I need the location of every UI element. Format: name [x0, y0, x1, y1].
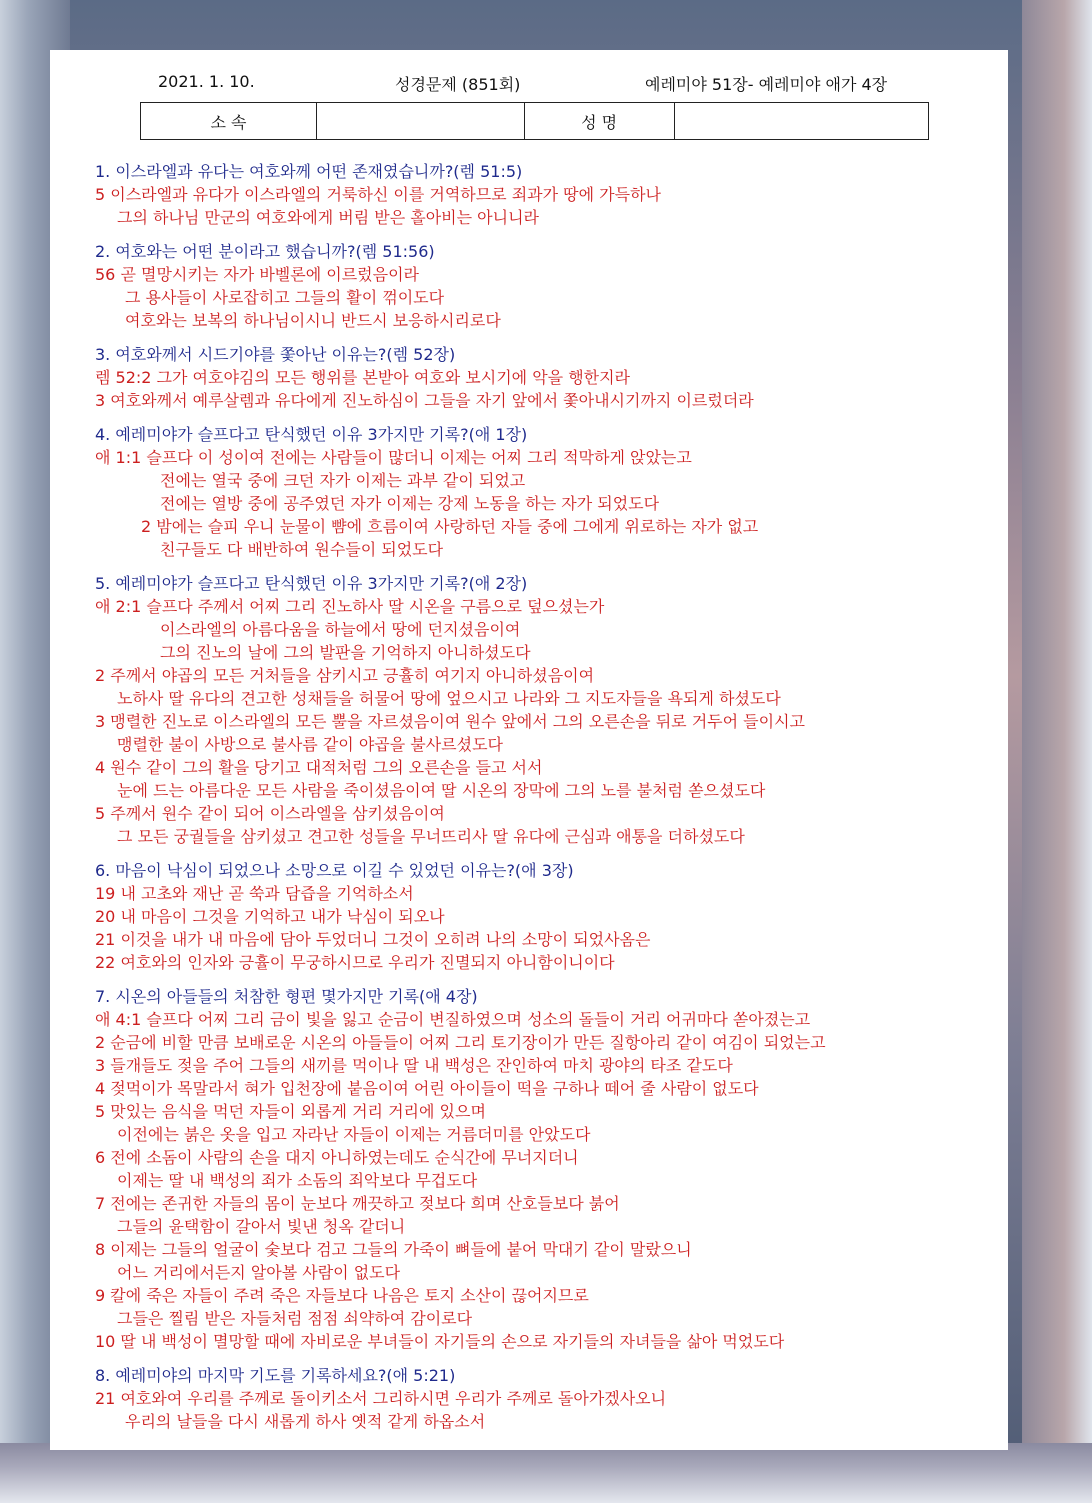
affiliation-label: 소 속: [141, 103, 317, 140]
answer-line: 맹렬한 불이 사방으로 불사름 같이 야곱을 불사르셨도다: [117, 735, 504, 754]
answer-line: 4 젖먹이가 목말라서 혀가 입천장에 붙음이여 어린 아이들이 떡을 구하나 떼어 줄 사람이 없도다: [95, 1079, 759, 1098]
question-7: [95, 985, 995, 1353]
answer-line: 21 여호와여 우리를 주께로 돌이키소서 그리하시면 우리가 주께로 돌아가겠사오니: [95, 1389, 667, 1408]
answer-line: 3 들개들도 젖을 주어 그들의 새끼를 먹이나 딸 내 백성은 잔인하여 마치 광야의 타조 같도다: [95, 1056, 733, 1075]
answer-line: 렘 52:2 그가 여호야김의 모든 행위를 본받아 여호와 보시기에 악을 행한지라: [95, 368, 631, 387]
worksheet-page: [50, 50, 1008, 1450]
header-title: 성경문제 (851회): [395, 75, 521, 94]
answer-line: 그 모든 궁궐들을 삼키셨고 견고한 성들을 무너뜨리사 딸 유다에 근심과 애통을 더하셨도다: [117, 827, 745, 846]
question-3: [95, 343, 995, 412]
answer-line: 7 전에는 존귀한 자들의 몸이 눈보다 깨끗하고 젖보다 희며 산호들보다 붉어: [95, 1194, 620, 1213]
answer-line: 여호와는 보복의 하나님이시니 반드시 보응하시리로다: [125, 311, 501, 330]
answer-line: 그 용사들이 사로잡히고 그들의 활이 꺾이도다: [125, 288, 445, 307]
answer-line: 21 이것을 내가 내 마음에 담아 두었더니 그것이 오히려 나의 소망이 되었사옴은: [95, 930, 651, 949]
answer-line: 이스라엘의 아름다움을 하늘에서 땅에 던지셨음이여: [160, 620, 521, 639]
answer-line: 그의 진노의 날에 그의 발판을 기억하지 아니하셨도다: [160, 643, 531, 662]
info-table: [140, 102, 929, 140]
questions-list: [95, 160, 995, 1444]
answer-line: 56 곧 멸망시키는 자가 바벨론에 이르렀음이라: [95, 265, 419, 284]
answer-line: 19 내 고초와 재난 곧 쑥과 담즙을 기억하소서: [95, 884, 414, 903]
answer-line: 친구들도 다 배반하여 원수들이 되었도다: [160, 540, 444, 559]
answer-line: 애 1:1 슬프다 이 성이여 전에는 사람들이 많더니 이제는 어찌 그리 적막하게 앉았는고: [95, 448, 692, 467]
worksheet-header: [50, 68, 1008, 94]
answer-line: 3 여호와께서 예루살렘과 유다에게 진노하심이 그들을 자기 앞에서 쫓아내시기까지 이르렀더라: [95, 391, 754, 410]
question-text: 8. 예레미야의 마지막 기도를 기록하세요?(애 5:21): [95, 1366, 456, 1385]
question-1: [95, 160, 995, 229]
answer-line: 이제는 딸 내 백성의 죄가 소돔의 죄악보다 무겁도다: [117, 1171, 478, 1190]
answer-line: 이전에는 붉은 옷을 입고 자라난 자들이 이제는 거름더미를 안았도다: [117, 1125, 591, 1144]
answer-line: 애 4:1 슬프다 어찌 그리 금이 빛을 잃고 순금이 변질하였으며 성소의 돌들이 거리 어귀마다 쏟아졌는고: [95, 1010, 811, 1029]
answer-line: 눈에 드는 아름다운 모든 사람을 죽이셨음이여 딸 시온의 장막에 그의 노를 불처럼 쏟으셨도다: [117, 781, 766, 800]
answer-line: 노하사 딸 유다의 견고한 성채들을 허물어 땅에 엎으시고 나라와 그 지도자들을 욕되게 하셨도다: [117, 689, 781, 708]
answer-line: 9 칼에 죽은 자들이 주려 죽은 자들보다 나음은 토지 소산이 끊어지므로: [95, 1286, 589, 1305]
answer-line: 2 밤에는 슬피 우니 눈물이 뺨에 흐름이여 사랑하던 자들 중에 그에게 위로하는 자가 없고: [141, 517, 759, 536]
answer-line: 그들은 찔림 받은 자들처럼 점점 쇠약하여 감이로다: [117, 1309, 473, 1328]
answer-line: 5 맛있는 음식을 먹던 자들이 외롭게 거리 거리에 있으며: [95, 1102, 486, 1121]
answer-line: 20 내 마음이 그것을 기억하고 내가 낙심이 되오나: [95, 907, 445, 926]
answer-line: 전에는 열국 중에 크던 자가 이제는 과부 같이 되었고: [160, 471, 526, 490]
answer-line: 5 이스라엘과 유다가 이스라엘의 거룩하신 이를 거역하므로 죄과가 땅에 가득하나: [95, 185, 662, 204]
question-text: 1. 이스라엘과 유다는 여호와께 어떤 존재였습니까?(렘 51:5): [95, 162, 523, 181]
question-text: 3. 여호와께서 시드기야를 쫓아난 이유는?(렘 52장): [95, 345, 456, 364]
question-text: 6. 마음이 낙심이 되었으나 소망으로 이길 수 있었던 이유는?(애 3장): [95, 861, 574, 880]
header-date: 2021. 1. 10.: [158, 72, 255, 91]
answer-line: 그들의 윤택함이 갈아서 빛낸 청옥 같더니: [117, 1217, 406, 1236]
question-5: [95, 572, 995, 848]
answer-line: 3 맹렬한 진노로 이스라엘의 모든 뿔을 자르셨음이여 원수 앞에서 그의 오른손을 뒤로 거두어 들이시고: [95, 712, 805, 731]
question-2: [95, 240, 995, 332]
answer-line: 전에는 열방 중에 공주였던 자가 이제는 강제 노동을 하는 자가 되었도다: [160, 494, 660, 513]
name-field[interactable]: [674, 103, 928, 140]
question-text: 7. 시온의 아들들의 처참한 형편 몇가지만 기록(애 4장): [95, 987, 478, 1006]
name-label: 성 명: [524, 103, 674, 140]
answer-line: 애 2:1 슬프다 주께서 어찌 그리 진노하사 딸 시온을 구름으로 덮으셨는가: [95, 597, 605, 616]
answer-line: 우리의 날들을 다시 새롭게 하사 옛적 같게 하옵소서: [125, 1412, 486, 1431]
header-range: 예레미야 51장- 예레미야 애가 4장: [645, 75, 888, 94]
answer-line: 2 주께서 야곱의 모든 거처들을 삼키시고 긍휼히 여기지 아니하셨음이여: [95, 666, 595, 685]
answer-line: 10 딸 내 백성이 멸망할 때에 자비로운 부녀들이 자기들의 손으로 자기들의 자녀들을 삶아 먹었도다: [95, 1332, 785, 1351]
question-text: 2. 여호와는 어떤 분이라고 했습니까?(렘 51:56): [95, 242, 435, 261]
question-8: [95, 1364, 995, 1433]
question-text: 4. 예레미야가 슬프다고 탄식했던 이유 3가지만 기록?(애 1장): [95, 425, 528, 444]
answer-line: 5 주께서 원수 같이 되어 이스라엘을 삼키셨음이여: [95, 804, 445, 823]
background-right: [1022, 0, 1092, 1503]
question-6: [95, 859, 995, 974]
answer-line: 어느 거리에서든지 알아볼 사람이 없도다: [117, 1263, 401, 1282]
answer-line: 22 여호와의 인자와 긍휼이 무궁하시므로 우리가 진멸되지 아니함이니이다: [95, 953, 615, 972]
affiliation-field[interactable]: [316, 103, 524, 140]
answer-line: 6 전에 소돔이 사람의 손을 대지 아니하였는데도 순식간에 무너지더니: [95, 1148, 579, 1167]
question-4: [95, 423, 995, 561]
question-text: 5. 예레미야가 슬프다고 탄식했던 이유 3가지만 기록?(애 2장): [95, 574, 528, 593]
answer-line: 그의 하나님 만군의 여호와에게 버림 받은 홀아비는 아니니라: [117, 208, 540, 227]
answer-line: 8 이제는 그들의 얼굴이 숯보다 검고 그들의 가죽이 뼈들에 붙어 막대기 같이 말랐으니: [95, 1240, 692, 1259]
background-bottom: [0, 1443, 1092, 1503]
answer-line: 2 순금에 비할 만큼 보배로운 시온의 아들들이 어찌 그리 토기장이가 만든 질항아리 같이 여김이 되었는고: [95, 1033, 826, 1052]
answer-line: 4 원수 같이 그의 활을 당기고 대적처럼 그의 오른손을 들고 서서: [95, 758, 543, 777]
